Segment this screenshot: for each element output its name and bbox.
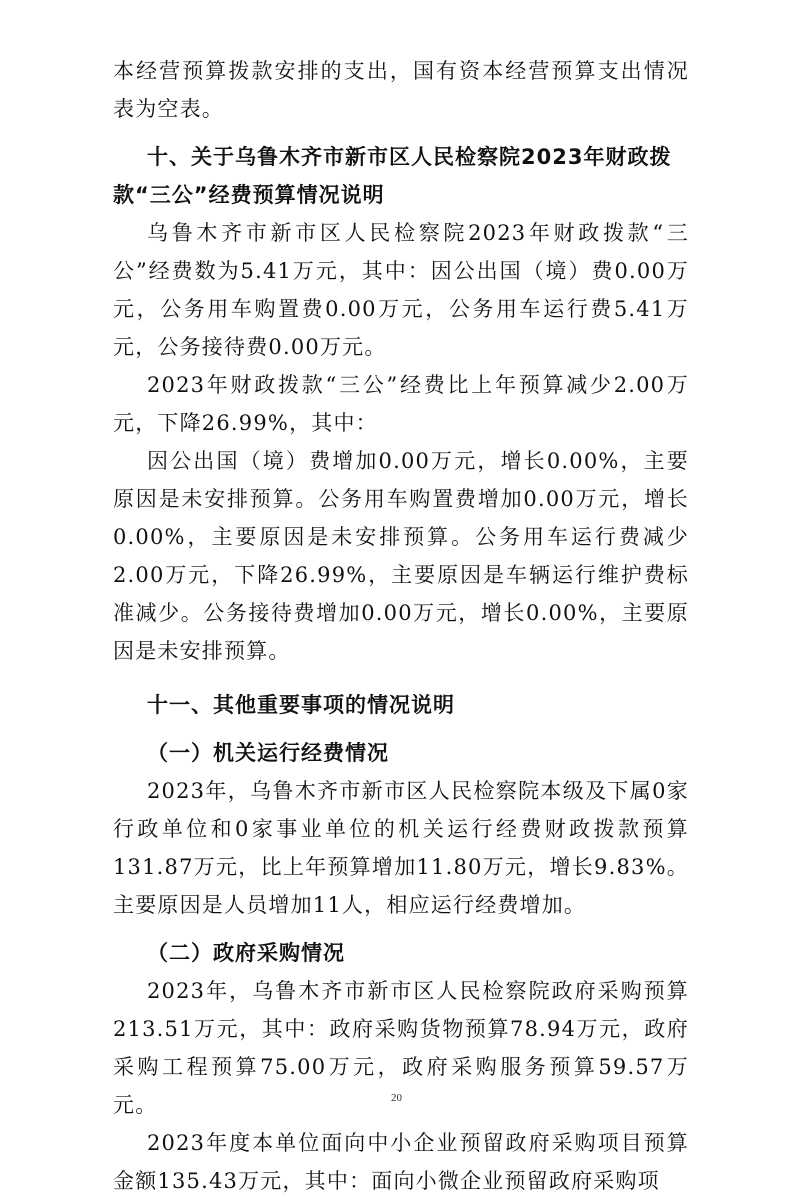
spacer: [113, 670, 689, 686]
subsection-2-paragraph-1: 2023年，乌鲁木齐市新市区人民检察院政府采购预算213.51万元，其中：政府采购货物预算78.94万元，政府采购工程预算75.00万元，政府采购服务预算59.57万元。: [113, 979, 689, 1117]
intro-paragraph: 本经营预算拨款安排的支出，国有资本经营预算支出情况表为空表。: [113, 59, 689, 121]
page-number: 20: [391, 1092, 402, 1104]
spacer: [113, 724, 689, 734]
spacer: [113, 128, 689, 138]
spacer: [113, 924, 689, 934]
subsection-1-paragraph: 2023年，乌鲁木齐市新市区人民检察院本级及下属0家行政单位和0家事业单位的机关运行经费财政拨款预算131.87万元，比上年预算增加11.80万元，增长9.83%。主要原因是人员增加11人，相应运行经费增加。: [113, 779, 689, 917]
section-10-paragraph-3: 因公出国（境）费增加0.00万元，增长0.00%，主要原因是未安排预算。公务用车购置费增加0.00万元，增长0.00%，主要原因是未安排预算。公务用车运行费减少2.00万元，下降26.99%，主要原因是车辆运行维护费标准减少。公务接待费增加0.00万元，增长0.00%，主要原因是未安排预算。: [113, 449, 689, 663]
subsection-2-paragraph-2: 2023年度本单位面向中小企业预留政府采购项目预算金额135.43万元，其中：面向小微企业预留政府采购项: [113, 1131, 689, 1193]
subsection-2-heading: （二）政府采购情况: [147, 941, 345, 965]
page-body: [113, 52, 689, 1200]
section-11-heading: 十一、其他重要事项的情况说明: [147, 693, 455, 717]
section-10-heading: 十、关于乌鲁木齐市新市区人民检察院2023年财政拨款“三公”经费预算情况说明: [113, 145, 672, 207]
section-10-paragraph-1: 乌鲁木齐市新市区人民检察院2023年财政拨款“三公”经费数为5.41万元，其中：因公出国（境）费0.00万元，公务用车购置费0.00万元，公务用车运行费5.41万元，公务接待费0.00万元。: [113, 221, 689, 359]
section-10-paragraph-2: 2023年财政拨款“三公”经费比上年预算减少2.00万元，下降26.99%，其中：: [113, 373, 689, 435]
subsection-1-heading: （一）机关运行经费情况: [147, 741, 389, 765]
